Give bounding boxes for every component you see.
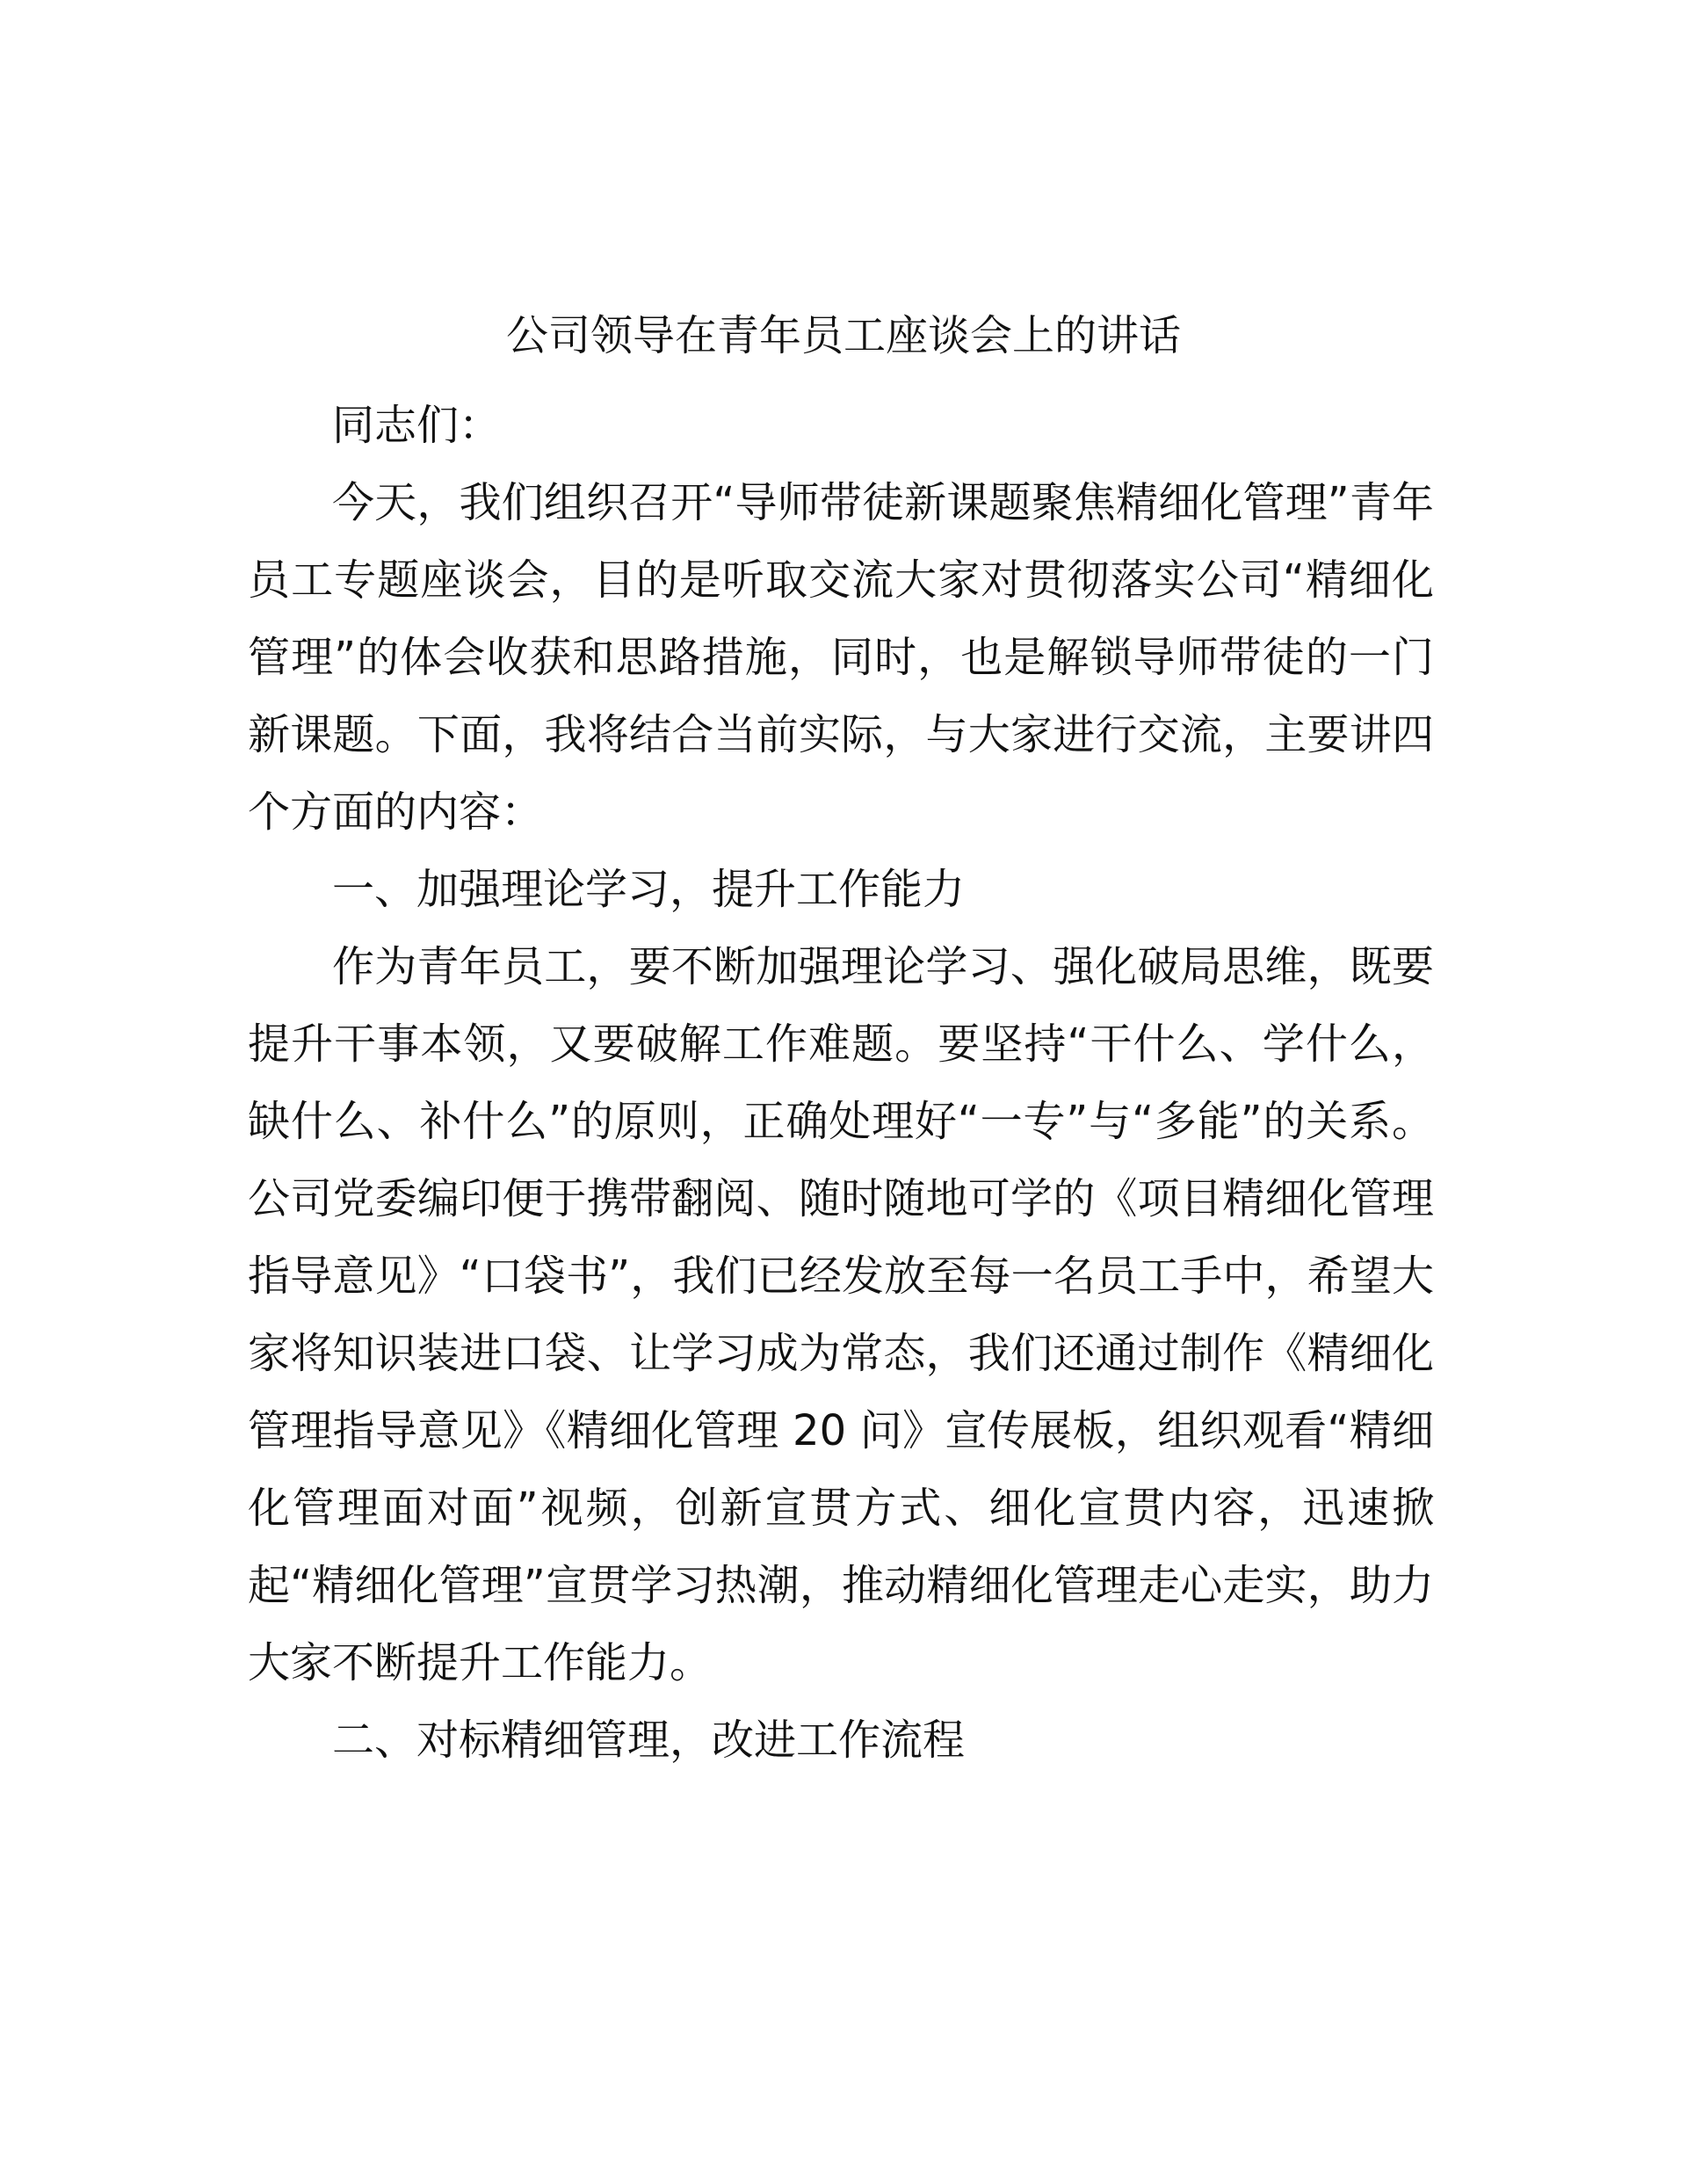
document-body bbox=[248, 387, 1434, 1779]
section-heading-2: 二、对标精细管理，改进工作流程 bbox=[332, 1716, 966, 1765]
salutation: 同志们： bbox=[332, 401, 502, 450]
paragraph-intro: 今天，我们组织召开“导师带徒新课题聚焦精细化管理”青年员工专题座谈会，目的是听取交流大家对贯彻落实公司“精细化管理”的体会收获和思路措施，同时，也是解锁导师带徒的一门新课题。下面，我将结合当前实际，与大家进行交流，主要讲四个方面的内容： bbox=[248, 478, 1434, 837]
document-title: 公司领导在青年员工座谈会上的讲话 bbox=[505, 311, 1181, 360]
section-heading-1: 一、加强理论学习，提升工作能力 bbox=[332, 865, 966, 914]
paragraph-section-1: 作为青年员工，要不断加强理论学习、强化破局思维，既要提升干事本领，又要破解工作难题。要坚持“干什么、学什么，缺什么、补什么”的原则，正确处理好“一专”与“多能”的关系。公司党委编印便于携带翻阅、随时随地可学的《项目精细化管理指导意见》“口袋书”，我们已经发放至每一名员工手中，希望大家将知识装进口袋、让学习成为常态，我们还通过制作《精细化管理指导意见》《精细化管理 20 问》宣传展板，组织观看“精细化管理面对面”视频，创新宣贯方式、细化宣贯内容，迅速掀起“精细化管理”宣贯学习热潮，推动精细化管理走心走实，助力大家不断提升工作能力。 bbox=[248, 942, 1434, 1687]
